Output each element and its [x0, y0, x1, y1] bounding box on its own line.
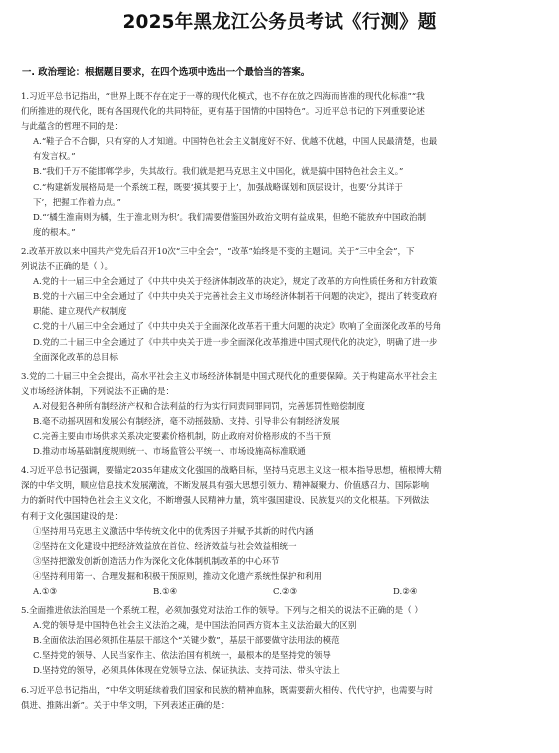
- question-block: [21, 684, 541, 714]
- statement-line: ③坚持把激发创新创造活力作为深化文化体制机制改革的中心环节: [33, 556, 280, 567]
- option-line: C.“构建新发展格局是一个系统工程，既要‘摸其要于上’，加强战略谋划和顶层设计，也要‘分其详于: [33, 182, 403, 193]
- choice-item: B.①④: [153, 587, 178, 597]
- option-line: D.坚持党的领导，必须具体体现在党领导立法、保证执法、支持司法、带头守法上: [33, 666, 340, 677]
- choice-item: D.②④: [393, 587, 418, 597]
- question-stem-line: 3.党的二十届三中全会提出，高水平社会主义市场经济体制是中国式现代化的重要保障。关于构建高水平社会主: [21, 371, 438, 382]
- option-line: D.“‘橘生淮南则为橘，生于淮北则为枳’。我们需要借鉴国外政治文明有益成果，但绝不能放弃中国政治制: [33, 212, 426, 223]
- question-stem-line: 4.习近平总书记强调，要锚定2035年建成文化强国的战略目标，坚持马克思主义这一根本指导思想，植根博大精: [21, 466, 442, 477]
- option-line: B.全面依法治国必须抓住基层干部这个“关键少数”，基层干部要做守法用法的模范: [33, 636, 340, 647]
- option-line: 职能、建立现代产权制度: [33, 307, 127, 318]
- option-line: C.完善主要由市场供求关系决定要素价格机制，防止政府对价格形成的不当干预: [33, 432, 331, 443]
- statement-line: ④坚持利用第一、合理发掘和积极干预原则，推动文化遗产系统性保护和利用: [33, 571, 323, 582]
- option-line: A.党的十一届三中全会通过了《中共中央关于经济体制改革的决定》，规定了改革的方向性质任务和方针政策: [33, 277, 438, 288]
- question-block: [21, 604, 541, 679]
- question-block: [21, 370, 541, 461]
- option-line: 全面深化改革的总目标: [33, 352, 119, 363]
- question-block: [21, 90, 541, 241]
- option-line: C.党的十八届三中全会通过了《中共中央关于全面深化改革若干重大问题的决定》吹响了全面深化改革的号角: [33, 322, 442, 333]
- option-line: 有发言权。”: [33, 152, 76, 163]
- question-stem-line: 2.改革开放以来中国共产党先后召开10次“三中全会”，“改革”始终是不变的主题词。关于“三中全会”，下: [21, 246, 415, 257]
- question-stem-line: 5.全面推进依法治国是一个系统工程，必须加强党对法治工作的领导。下列与之相关的说法不正确的是（ ）: [21, 606, 423, 617]
- question-block: [21, 464, 541, 600]
- choice-item: A.①③: [33, 587, 58, 597]
- option-line: B.党的十六届三中全会通过了《中共中央关于完善社会主义市场经济体制若干问题的决定》，提出了转变政府: [33, 292, 438, 303]
- statement-line: ①坚持用马克思主义激活中华传统文化中的优秀因子并赋予其新的时代内涵: [33, 526, 314, 537]
- option-line: D.推动市场基础制度规则统一、市场监管公平统一、市场设施高标准联通: [33, 447, 306, 458]
- choice-item: C.②③: [273, 587, 298, 597]
- question-stem-line: 有利于文化强国建设的是：: [21, 511, 124, 522]
- option-line: A.对侵犯各种所有制经济产权和合法利益的行为实行同责同罪同罚，完善惩罚性赔偿制度: [33, 401, 365, 412]
- option-line: A.党的领导是中国特色社会主义法治之魂，是中国法治同西方资本主义法治最大的区别: [33, 621, 357, 632]
- question-stem-line: 力的新时代中国特色社会主义文化，不断增强人民精神力量，筑牢强国建设、民族复兴的文化根基。下列做法: [21, 496, 430, 507]
- option-line: 下’，把握工作着力点。”: [33, 197, 121, 208]
- statement-line: ②坚持在文化建设中把经济效益放在首位、经济效益与社会效益相统一: [33, 541, 297, 552]
- page-title: 2025年黑龙江公务员考试《行测》题: [122, 12, 437, 33]
- question-stem-line: 俱进、推陈出新”。关于中华文明，下列表述正确的是：: [21, 700, 230, 711]
- option-line: 度的根本。”: [33, 227, 76, 238]
- question-list: [21, 90, 541, 718]
- question-stem-line: 们所推进的现代化，既有各国现代化的共同特征，更有基于国情的中国特色”。习近平总书记的下列重要论述: [21, 107, 425, 118]
- option-line: B.毫不动摇巩固和发展公有制经济，毫不动摇鼓励、支持、引导非公有制经济发展: [33, 416, 340, 427]
- choice-row: [21, 585, 541, 600]
- question-stem-line: 义市场经济体制，下列说法不正确的是：: [21, 386, 175, 397]
- question-stem-line: 1.习近平总书记指出，“世界上既不存在定于一尊的现代化模式，也不存在放之四海而皆准的现代化标准”“我: [21, 92, 425, 102]
- question-stem-line: 与此蕴含的哲理不同的是：: [21, 122, 124, 133]
- option-line: D.党的二十届三中全会通过了《中共中央关于进一步全面深化改革推进中国式现代化的决定》，明确了进一步: [33, 337, 438, 348]
- option-line: B.“我们千万不能邯郸学步，失其故行。我们就是把马克思主义中国化，就是搞中国特色社会主义。”: [33, 167, 404, 178]
- question-stem-line: 6.习近平总书记指出，“中华文明延续着我们国家和民族的精神血脉，既需要薪火相传、代代守护，也需要与时: [21, 685, 433, 696]
- section-heading: 一. 政治理论：根据题目要求，在四个选项中选出一个最恰当的答案。: [22, 67, 311, 78]
- option-line: C.坚持党的领导、人民当家作主、依法治国有机统一，最根本的是坚持党的领导: [33, 651, 331, 662]
- option-line: A.“鞋子合不合脚，只有穿的人才知道。中国特色社会主义制度好不好、优越不优越，中国人民最清楚，也最: [33, 137, 438, 148]
- question-stem-line: 深的中华文明，顺应信息技术发展潮流，不断发展具有强大思想引领力、精神凝聚力、价值感召力、国际影响: [21, 481, 430, 492]
- question-block: [21, 245, 541, 366]
- question-stem-line: 列说法不正确的是（ ）。: [21, 262, 113, 273]
